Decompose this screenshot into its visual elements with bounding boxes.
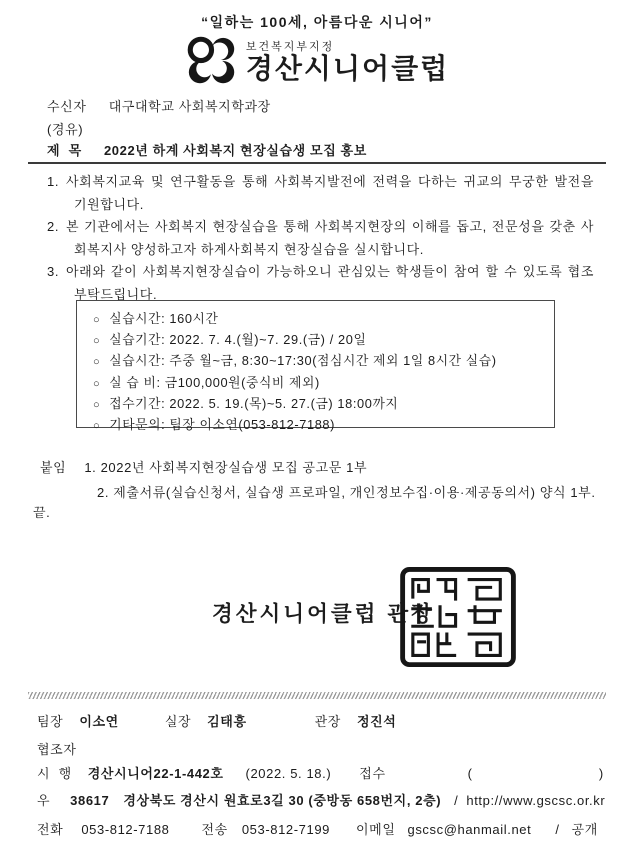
postal-label: 우 — [37, 793, 51, 808]
recipient-label: 수신자 — [47, 99, 87, 114]
info-item — [93, 309, 548, 330]
recipient-value: 대구대학교 사회복지학과장 — [108, 99, 271, 114]
official-name: 정진석 — [356, 714, 397, 729]
paragraph — [47, 171, 594, 216]
attachment-row — [97, 480, 596, 505]
cooperator-label: 협조자 — [37, 742, 77, 757]
info-item-text: 실습시간: 160시간 — [109, 311, 219, 326]
info-item-text: 접수기간: 2022. 5. 19.(목)~5. 27.(금) 18:00까지 — [109, 395, 399, 411]
circle-bullet-icon: ○ — [93, 377, 101, 390]
official-title: 팀장 — [37, 714, 64, 729]
info-item — [93, 394, 548, 415]
website-url: http://www.gscsc.or.kr — [466, 793, 606, 808]
subject-divider — [28, 162, 606, 164]
signature-title: 경산시니어클럽 관장 — [212, 602, 435, 626]
execution-label: 시 행 — [37, 766, 72, 781]
info-item — [93, 415, 548, 436]
info-item — [93, 330, 548, 351]
attachments-label: 붙임 — [40, 460, 67, 475]
paragraph-text: 본 기관에서는 사회복지 현장실습을 통해 사회복지현장의 이해를 돕고, 전문성을 갖춘 사회복지사 양성하고자 하계사회복지 현장실습을 실시합니다. — [66, 219, 594, 257]
official-name: 김태흥 — [207, 714, 247, 729]
info-item — [93, 351, 548, 372]
disclosure-label: 공개 — [571, 822, 598, 837]
circle-bullet-icon: ○ — [93, 398, 101, 411]
official-title: 관장 — [314, 714, 341, 729]
attachments-block — [40, 455, 596, 505]
postal-code: 38617 — [70, 793, 110, 808]
official-seal-icon — [398, 566, 519, 672]
officials-row — [37, 711, 396, 730]
email-label: 이메일 — [356, 822, 396, 837]
receipt-label: 접수 — [359, 766, 386, 781]
document-end-mark: 끝. — [33, 505, 51, 520]
address-separator: / — [454, 793, 459, 808]
receipt-blank: ( ) — [467, 766, 604, 781]
official-title: 실장 — [164, 714, 192, 729]
subject-label: 제 목 — [47, 143, 82, 158]
via-row: (경유) — [47, 122, 84, 137]
internship-info-box — [76, 300, 555, 433]
email-address: gscsc@hanmail.net — [407, 822, 532, 837]
paragraph-number: 3. — [47, 264, 60, 279]
hatched-divider — [28, 692, 606, 699]
slogan-text: “일하는 100세, 아름다운 시니어” — [201, 14, 433, 30]
address-value: 경상북도 경산시 원효로3길 30 (중방동 658번지, 2층) — [123, 793, 442, 808]
execution-row — [37, 763, 604, 782]
subject-value: 2022년 하계 사회복지 현장실습생 모집 홍보 — [103, 143, 367, 158]
execution-date: (2022. 5. 18.) — [245, 766, 332, 781]
fax-label: 전송 — [201, 822, 228, 837]
paragraph-number: 2. — [47, 219, 60, 234]
attachment-item: 2. 제출서류(실습신청서, 실습생 프로파일, 개인정보수집·이용·제공동의서) 양식 1부. — [97, 485, 596, 500]
circle-bullet-icon: ○ — [93, 314, 101, 326]
flower-logo-icon — [185, 36, 239, 89]
circle-bullet-icon: ○ — [93, 356, 101, 369]
document-number: 경산시니어22-1-442호 — [87, 766, 224, 781]
subject-row — [47, 140, 367, 159]
attachment-row — [40, 455, 596, 480]
contact-row — [37, 819, 598, 838]
open-separator: / — [555, 822, 560, 837]
attachment-item: 1. 2022년 사회복지현장실습생 모집 공고문 1부 — [84, 460, 368, 475]
body-paragraphs — [47, 171, 594, 306]
org-logo — [0, 36, 634, 89]
org-designation: 보건복지부지정 — [245, 41, 335, 53]
info-item-text: 실습기간: 2022. 7. 4.(월)~7. 29.(금) / 20일 — [109, 332, 367, 348]
phone-label: 전화 — [37, 822, 64, 837]
info-item — [93, 373, 548, 394]
official-name: 이소연 — [79, 714, 119, 729]
phone-number: 053-812-7188 — [81, 822, 170, 837]
circle-bullet-icon: ○ — [93, 420, 101, 433]
fax-number: 053-812-7199 — [241, 822, 330, 837]
recipient-row — [47, 96, 271, 115]
paragraph — [47, 216, 594, 261]
circle-bullet-icon: ○ — [93, 335, 101, 348]
info-item-text: 실습시간: 주중 월~금, 8:30~17:30(점심시간 제외 1일 8시간 실습) — [109, 353, 497, 369]
info-item-text: 기타문의: 팀장 이소연(053-812-7188) — [109, 417, 335, 433]
org-name-block — [246, 41, 449, 84]
info-item-text: 실 습 비: 금100,000원(중식비 제외) — [109, 374, 320, 390]
paragraph-text: 아래와 같이 사회복지현장실습이 가능하오니 관심있는 학생들이 참여 할 수 있도록 협조 부탁드립니다. — [66, 264, 594, 302]
paragraph-number: 1. — [47, 174, 60, 189]
org-name: 경산시니어클럽 — [245, 53, 450, 84]
paragraph-text: 사회복지교육 및 연구활동을 통해 사회복지발전에 전력을 다하는 귀교의 무궁한 발전을 기원합니다. — [66, 174, 594, 212]
address-row — [37, 790, 605, 809]
